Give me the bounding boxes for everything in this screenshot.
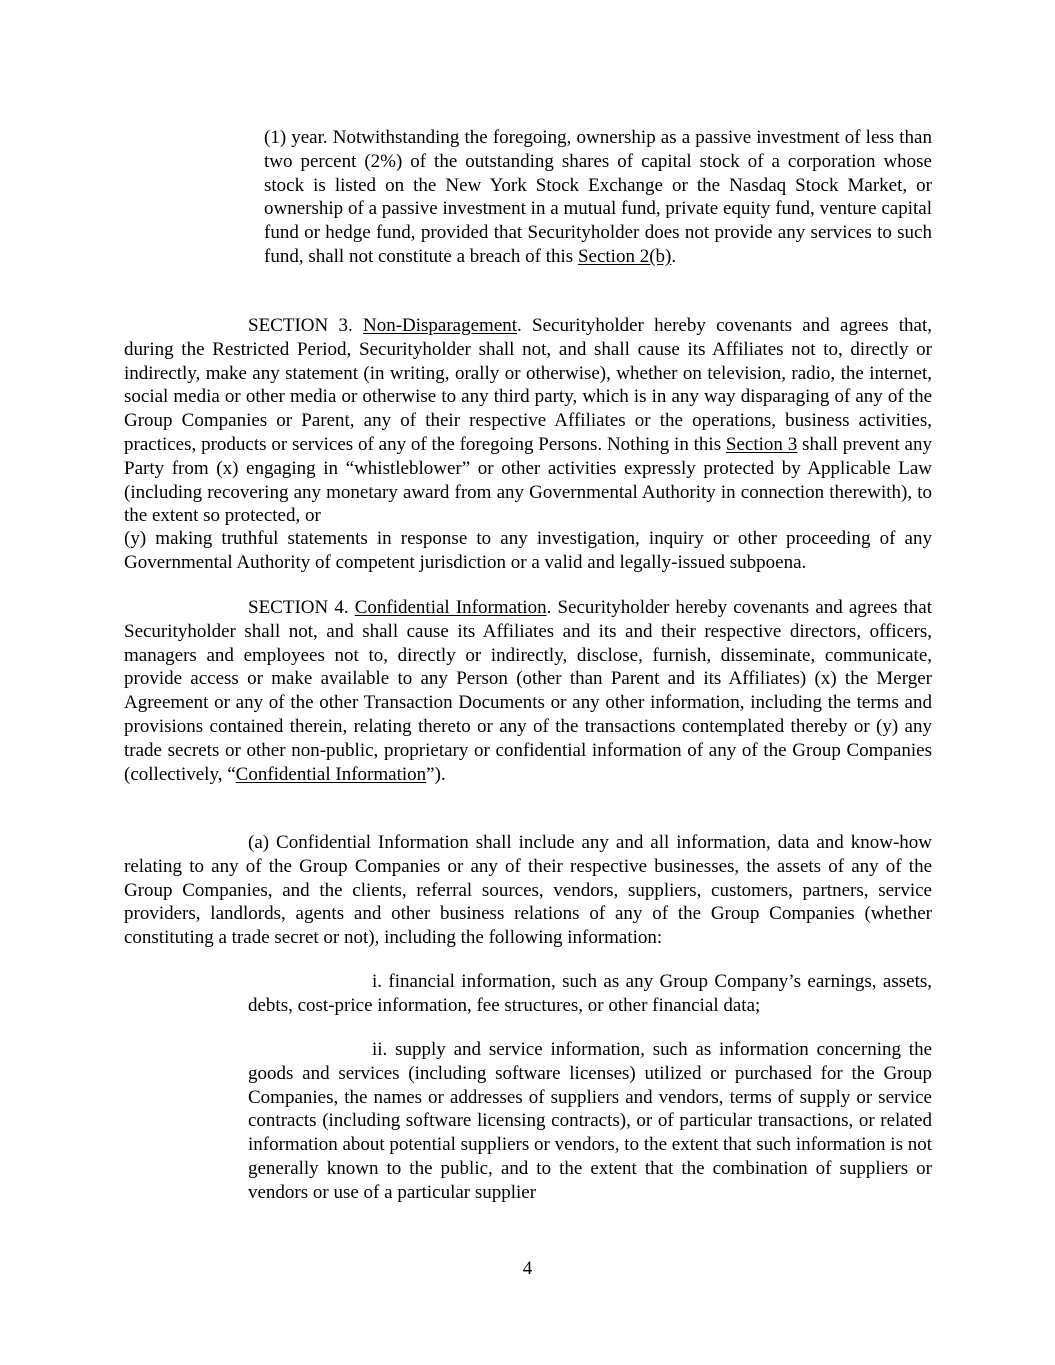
list-item-i-text: i. financial information, such as any Group Company’s earnings, assets, debts, cost-price information, fee structures, or other financial data; bbox=[248, 971, 932, 1016]
list-item-ii-text: ii. supply and service information, such as information concerning the goods and services (including software licenses) utilized or purchased for the Group Companies, the names or addresses of suppliers and vendors, terms of supply or service contracts (including software licensing contracts), or of particular transactions, or related information about potential suppliers or vendors, to the extent that such information is not generally known to the public, and to the extent that the combination of suppliers or vendors or use of a particular supplier bbox=[248, 1039, 932, 1203]
section-3-text: (y) making truthful statements in response to any investigation, inquiry or other proceeding of any Governmental Authority of competent jurisdiction or a valid and legally-issued subpoena. bbox=[124, 528, 932, 573]
confidential-information-defined-term: Confidential Information bbox=[235, 763, 427, 785]
paragraph-text: . bbox=[671, 245, 677, 267]
section-3-text: . Securityholder hereby covenants and agrees that, during the Restricted Period, Securityholder shall not, and shall cause its Affiliates not to, directly or indirectly, make any statement (in writing, orally or otherwise), whether on television, radio, the internet, social media or other media or otherwise to any third party, which is in any way disparaging of any of the Group Companies or Parent, any of their respective Affiliates or the operations, business activities, practices, products or services of any of the foregoing Persons. Nothing in this bbox=[124, 315, 932, 455]
paragraph-section-2b-continuation bbox=[264, 126, 932, 269]
section-3-heading: Non-Disparagement bbox=[362, 315, 518, 336]
section-3-text: shall prevent any Party from (x) engaging in “whistleblower” or other activities expressly protected by Applicable Law (including recovering any monetary award from any Governmental Authority in connection therewith), to the extent so protected, or bbox=[124, 433, 932, 527]
subsection-a bbox=[124, 831, 932, 950]
section-3-reference: Section 3 bbox=[725, 433, 798, 455]
section-3-label: SECTION 3. bbox=[248, 315, 363, 336]
section-4-heading: Confidential Information bbox=[354, 597, 547, 618]
section-2b-reference: Section 2(b) bbox=[577, 245, 672, 267]
section-4-label: SECTION 4. bbox=[248, 597, 355, 618]
section-4-text: . Securityholder hereby covenants and agrees that Securityholder shall not, and shall cause its Affiliates and its and their respective directors, officers, managers and employees not to, directly or indirectly, disclose, furnish, disseminate, communicate, provide access or make available to any Person (other than Parent and its Affiliates) (x) the Merger Agreement or any of the other Transaction Documents or any other information, including the terms and provisions contained therein, relating thereto or any of the transactions contemplated thereby or (y) any trade secrets or other non-public, proprietary or confidential information of any of the Group Companies (collectively, “ bbox=[124, 597, 933, 785]
page-number: 4 bbox=[522, 1258, 533, 1279]
section-3-paragraph bbox=[124, 314, 932, 528]
list-item-ii bbox=[248, 1038, 932, 1205]
section-4-paragraph bbox=[124, 596, 932, 786]
list-item-i bbox=[248, 970, 932, 1018]
subsection-a-text: (a) Confidential Information shall include any and all information, data and know-how relating to any of the Group Companies or any of their respective businesses, the assets of any of the Group Companies, and the clients, referral sources, vendors, suppliers, customers, partners, service providers, landlords, agents and other business relations of any of the Group Companies (whether constituting a trade secret or not), including the following information: bbox=[124, 832, 932, 949]
section-4-text: ”). bbox=[426, 763, 446, 785]
section-3-paragraph-continuation bbox=[124, 527, 932, 575]
paragraph-text: (1) year. Notwithstanding the foregoing, ownership as a passive investment of less than two percent (2%) of the outstanding shares of capital stock of a corporation whose stock is listed on the New York Stock Exchange or the Nasdaq Stock Market, or ownership of a passive investment in a mutual fund, private equity fund, venture capital fund or hedge fund, provided that Securityholder does not provide any services to such fund, shall not constitute a breach of this bbox=[264, 127, 932, 267]
